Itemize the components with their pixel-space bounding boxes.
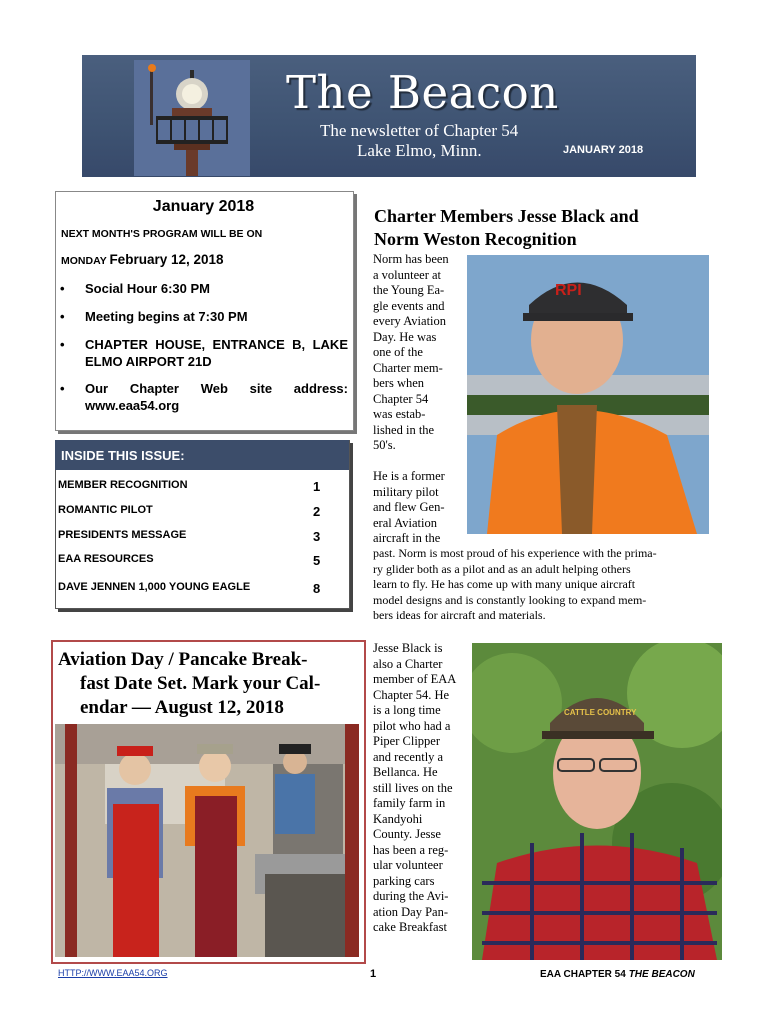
text-line: one of the [373, 345, 423, 359]
text-line: bers ideas for aircraft and materials. [373, 608, 546, 622]
charter-title-line: Charter Members Jesse Black and [374, 206, 639, 226]
text-line: member of EAA [373, 672, 457, 686]
text-line: Kandyohi [373, 811, 423, 826]
text-line: every Aviation [373, 314, 447, 328]
text-line: Jesse Black is [373, 641, 443, 655]
footer-beacon: THE BEACON [628, 969, 695, 980]
bullet-icon: • [60, 381, 65, 396]
norm-weston-photo [467, 255, 709, 534]
toc-page: 8 [313, 581, 321, 596]
text-line: past. Norm is most proud of his experience with the prima- [373, 546, 657, 560]
aviation-title-line: fast Date Set. Mark your Cal- [80, 673, 321, 694]
text-line: Piper Clipper [373, 734, 441, 748]
jesse-text [373, 641, 471, 936]
text-line: model designs and is constantly looking to expand mem- [373, 592, 647, 607]
cap-logo-text: CATTLE COUNTRY [564, 708, 637, 717]
bullet-icon: • [60, 337, 65, 352]
text-line: during the Avi- [373, 889, 449, 903]
text-line: was estab- [373, 407, 426, 421]
text-line: cake Breakfast [373, 920, 447, 934]
text-line: 50's. [373, 438, 396, 452]
program-bullet-text: Meeting begins at 7:30 PM [85, 309, 248, 324]
text-line: family farm in [373, 796, 446, 810]
text-line: is a long time [373, 703, 441, 717]
text-line: aircraft in the [373, 531, 441, 545]
text-line: Norm has been [373, 252, 449, 266]
text-line: gle events and [373, 298, 445, 313]
norm-text-wide [373, 546, 723, 624]
toc-page: 2 [313, 504, 321, 519]
bullet-icon: • [60, 309, 65, 324]
issue-date [563, 144, 643, 156]
program-bullet-text: CHAPTER HOUSE, ENTRANCE B, LAKE ELMO AIRPORT 21D [85, 337, 348, 369]
text-line: military pilot [373, 484, 439, 499]
program-bullet-text: Social Hour 6:30 PM [85, 281, 210, 296]
text-line: County. Jesse [373, 827, 441, 841]
aviation-day-title [58, 648, 358, 720]
text-line: lished in the [373, 422, 435, 437]
program-next-month: NEXT MONTH'S PROGRAM WILL BE ON [61, 228, 263, 240]
jesse-black-photo [472, 643, 722, 960]
norm-text-narrow-2 [373, 469, 465, 547]
text-line: learn to fly. He has come up with many unique aircraft [373, 577, 636, 591]
text-line: Chapter 54. He [373, 687, 450, 702]
text-line: a volunteer at [373, 267, 442, 282]
bullet-icon: • [60, 281, 65, 296]
text-line: parking cars [373, 873, 435, 888]
cap-logo-text: RPI [555, 282, 582, 299]
charter-title-line: Norm Weston Recognition [374, 229, 577, 249]
newsletter-subtitle: The newsletter of Chapter 54 [320, 121, 519, 140]
toc-page: 5 [313, 553, 321, 568]
text-line: and flew Gen- [373, 500, 445, 514]
text-line: has been a reg- [373, 842, 449, 857]
program-bullet-text: Our Chapter Web site address: www.eaa54.org [85, 381, 348, 413]
pancake-volunteers-photo [55, 724, 359, 957]
program-monday-label: MONDAY [61, 255, 107, 267]
footer-chapter: EAA CHAPTER 54 [540, 969, 626, 980]
toc-label: ROMANTIC PILOT [58, 504, 153, 516]
text-line: the Young Ea- [373, 283, 445, 297]
issue-date-text: JANUARY 2018 [563, 144, 644, 156]
inside-title: INSIDE THIS ISSUE: [61, 448, 185, 463]
program-date: February 12, 2018 [109, 252, 224, 267]
charter-article-title [374, 205, 714, 251]
beacon-tower-photo [134, 60, 250, 176]
text-line: and recently a [373, 749, 444, 764]
aviation-title-line: endar — August 12, 2018 [80, 697, 284, 718]
footer-website-link[interactable]: HTTP://WWW.EAA54.ORG [58, 968, 168, 978]
program-date-line [61, 252, 224, 267]
text-line: Bellanca. He [373, 765, 438, 779]
toc-page: 3 [313, 529, 321, 544]
text-line: ry glider both as a pilot and as an adult helping others [373, 561, 631, 576]
text-line: Day. He was [373, 329, 437, 344]
text-line: bers when [373, 376, 425, 390]
toc-label: MEMBER RECOGNITION [58, 479, 188, 491]
text-line: still lives on the [373, 780, 453, 795]
newsletter-location: Lake Elmo, Minn. [357, 141, 482, 160]
text-line: Chapter 54 [373, 391, 429, 406]
footer-publication [540, 968, 695, 980]
toc-label: EAA RESOURCES [58, 553, 154, 565]
page-number: 1 [370, 968, 377, 980]
toc-page: 1 [313, 479, 321, 494]
toc-label: DAVE JENNEN 1,000 YOUNG EAGLE [58, 581, 251, 593]
toc-label: PRESIDENTS MESSAGE [58, 529, 187, 541]
text-line: ular volunteer [373, 858, 443, 872]
norm-text-narrow [373, 252, 465, 454]
text-line: pilot who had a [373, 718, 451, 733]
text-line: also a Charter [373, 656, 443, 671]
aviation-title-line: Aviation Day / Pancake Break- [58, 649, 308, 670]
text-line: ation Day Pan- [373, 904, 448, 919]
newsletter-title: The Beacon [286, 66, 559, 119]
text-line: Charter mem- [373, 360, 443, 375]
text-line: He is a former [373, 469, 445, 483]
program-title: January 2018 [152, 198, 255, 215]
text-line: eral Aviation [373, 515, 437, 530]
